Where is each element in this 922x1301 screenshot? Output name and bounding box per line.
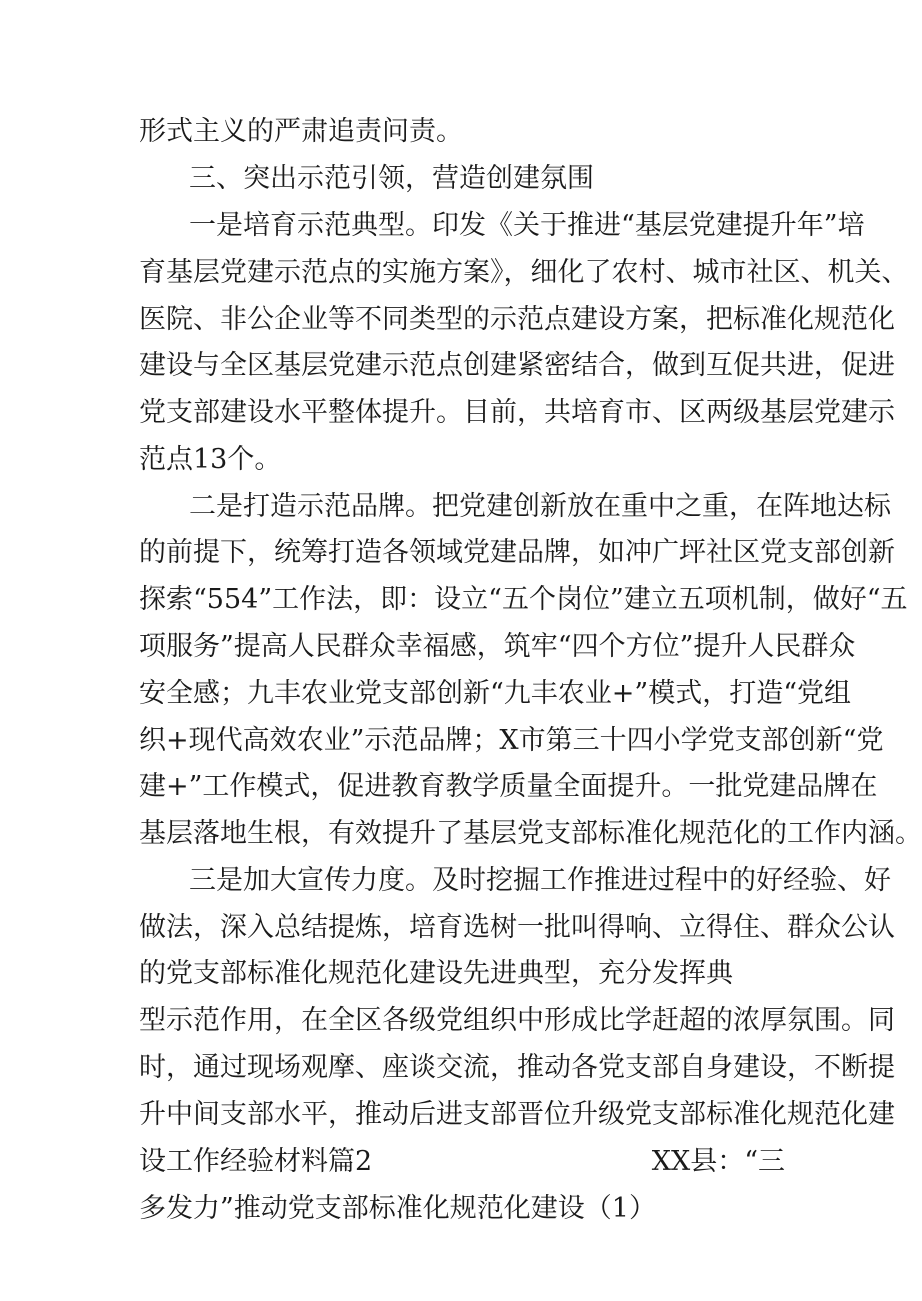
article-title-right: XX县：“三 (651, 1146, 785, 1177)
text-line: 安全感；九丰农业党支部创新“九丰农业+”模式，打造“党组 (139, 678, 852, 709)
text-line: 范点13个。 (139, 444, 282, 475)
article-title-continuation: 多发力”推动党支部标准化规范化建设（1） (139, 1193, 656, 1224)
text-line: 时，通过现场观摩、座谈交流，推动各党支部自身建设，不断提 (139, 1052, 895, 1083)
text-line: 一是培育示范典型。印发《关于推进“基层党建提升年”培 (189, 210, 865, 241)
text-line: 二是打造示范品牌。把党建创新放在重中之重，在阵地达标 (189, 491, 891, 522)
text-line: 的党支部标准化规范化建设先进典型，充分发挥典 (139, 958, 733, 989)
text-line: 探索“554”工作法，即：设立“五个岗位”建立五项机制，做好“五 (139, 584, 908, 615)
text-line: 形式主义的严肃追责问责。 (139, 116, 463, 147)
article-title-left: 设工作经验材料篇2 (139, 1146, 373, 1177)
text-line: 基层落地生根，有效提升了基层党支部标准化规范化的工作内涵。 (139, 818, 922, 849)
article-title-line (139, 1139, 785, 1185)
text-line: 做法，深入总结提炼，培育选树一批叫得响、立得住、群众公认 (139, 912, 895, 943)
text-line: 升中间支部水平，推动后进支部晋位升级党支部标准化规范化建 (139, 1099, 895, 1130)
text-line: 医院、非公企业等不同类型的示范点建设方案，把标准化规范化 (139, 304, 895, 335)
text-line: 的前提下，统筹打造各领域党建品牌，如冲广坪社区党支部创新 (139, 537, 895, 568)
text-line: 党支部建设水平整体提升。目前，共培育市、区两级基层党建示 (139, 397, 895, 428)
text-line: 育基层党建示范点的实施方案》，细化了农村、城市社区、机关、 (139, 257, 909, 288)
text-line: 型示范作用，在全区各级党组织中形成比学赶超的浓厚氛围。同 (139, 1005, 895, 1036)
text-line: 项服务”提高人民群众幸福感，筑牢“四个方位”提升人民群众 (139, 631, 856, 662)
text-line: 建设与全区基层党建示范点创建紧密结合，做到互促共进，促进 (139, 350, 895, 381)
text-line: 建+”工作模式，促进教育教学质量全面提升。一批党建品牌在 (139, 771, 878, 802)
text-line: 三是加大宣传力度。及时挖掘工作推进过程中的好经验、好 (189, 865, 891, 896)
section-heading: 三、突出示范引领，营造创建氛围 (189, 163, 594, 194)
text-line: 织+现代高效农业”示范品牌；X市第三十四小学党支部创新“党 (139, 725, 884, 756)
